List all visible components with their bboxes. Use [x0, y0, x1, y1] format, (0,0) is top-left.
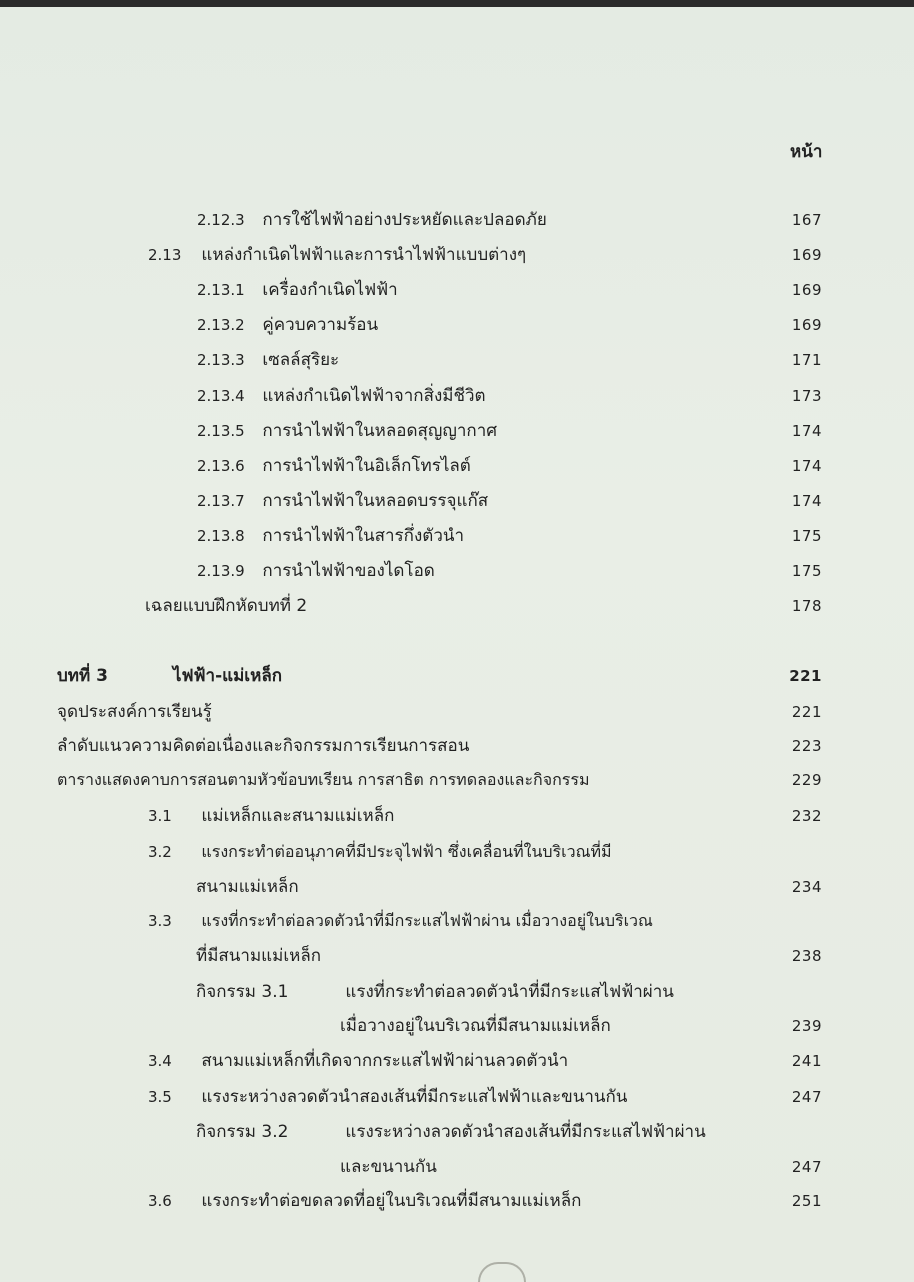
- entry-title: การใช้ไฟฟ้าอย่างประหยัดและปลอดภัย: [262, 210, 547, 230]
- entry-title: การนำไฟฟ้าในหลอดสุญญากาศ: [262, 421, 498, 441]
- chapter-label: บทที่ 3: [57, 666, 108, 686]
- toc-entry: [148, 243, 526, 267]
- entry-page: 174: [791, 457, 822, 475]
- entry-page: 167: [791, 211, 822, 229]
- section-page: 251: [791, 1192, 822, 1210]
- chapter-heading: [57, 664, 282, 688]
- entry-page: 169: [791, 316, 822, 334]
- entry-number: 2.13.9: [197, 562, 245, 580]
- toc-section: [148, 1189, 581, 1213]
- entry-title: จุดประสงค์การเรียนรู้: [57, 702, 212, 722]
- section-number: 3.5: [148, 1088, 172, 1106]
- toc-entry: [197, 278, 398, 302]
- section-page: 247: [791, 1088, 822, 1106]
- entry-number: 2.13: [148, 246, 182, 264]
- toc-entry: [197, 559, 435, 583]
- toc-section: [148, 909, 653, 933]
- entry-number: 2.13.3: [197, 351, 245, 369]
- section-title: สนามแม่เหล็กที่เกิดจากกระแสไฟฟ้าผ่านลวดตัวนำ: [201, 1051, 569, 1071]
- entry-page: 169: [791, 246, 822, 264]
- entry-title: เครื่องกำเนิดไฟฟ้า: [262, 280, 398, 300]
- entry-title: การนำไฟฟ้าในอิเล็กโทรไลต์: [262, 456, 471, 476]
- entry-title: เซลล์สุริยะ: [262, 350, 340, 370]
- entry-page: 174: [791, 422, 822, 440]
- toc-entry: [197, 384, 486, 408]
- activity-label: กิจกรรม 3.2: [196, 1122, 289, 1142]
- toc-entry: [197, 524, 464, 548]
- entry-number: 2.13.7: [197, 492, 245, 510]
- toc-entry: [145, 594, 307, 618]
- page-bottom-ornament: [478, 1262, 526, 1282]
- toc-entry: [57, 700, 212, 724]
- toc-section: [148, 1085, 627, 1109]
- entry-title: การนำไฟฟ้าในหลอดบรรจุแก๊ส: [262, 491, 489, 511]
- entry-number: 2.13.1: [197, 281, 245, 299]
- section-title: แรงกระทำต่อขดลวดที่อยู่ในบริเวณที่มีสนามแม่เหล็ก: [201, 1191, 582, 1211]
- activity-page: 247: [791, 1158, 822, 1176]
- toc-entry: [197, 489, 488, 513]
- toc-entry: [57, 768, 590, 792]
- activity-title: แรงที่กระทำต่อลวดตัวนำที่มีกระแสไฟฟ้าผ่าน: [345, 982, 674, 1002]
- section-title: แรงระหว่างลวดตัวนำสองเส้นที่มีกระแสไฟฟ้าและขนานกัน: [201, 1087, 628, 1107]
- section-title-continuation: สนามแม่เหล็ก: [196, 877, 299, 897]
- activity-title-continuation: เมื่อวางอยู่ในบริเวณที่มีสนามแม่เหล็ก: [340, 1016, 611, 1036]
- entry-number: 2.13.8: [197, 527, 245, 545]
- entry-number: 2.13.2: [197, 316, 245, 334]
- activity-title-continuation: และขนานกัน: [340, 1157, 437, 1177]
- entry-title: แหล่งกำเนิดไฟฟ้าและการนำไฟฟ้าแบบต่างๆ: [201, 245, 527, 265]
- section-number: 3.3: [148, 912, 172, 930]
- entry-title: การนำไฟฟ้าในสารกึ่งตัวนำ: [262, 526, 465, 546]
- toc-activity: [196, 980, 674, 1004]
- toc-entry: [197, 208, 547, 232]
- entry-title: ลำดับแนวความคิดต่อเนื่องและกิจกรรมการเรียนการสอน: [57, 736, 470, 756]
- section-number: 3.6: [148, 1192, 172, 1210]
- toc-activity: [196, 1120, 706, 1144]
- entry-page: 223: [791, 737, 822, 755]
- toc-entry: [197, 348, 339, 372]
- toc-section: [148, 804, 394, 828]
- section-title-continuation: ที่มีสนามแม่เหล็ก: [196, 946, 322, 966]
- toc-entry: [57, 734, 469, 758]
- entry-page: 221: [791, 703, 822, 721]
- toc-entry: [197, 454, 471, 478]
- toc-entry: [197, 313, 378, 337]
- entry-page: 175: [791, 562, 822, 580]
- section-number: 3.4: [148, 1052, 172, 1070]
- entry-title: คู่ควบความร้อน: [262, 315, 379, 335]
- section-page: 241: [791, 1052, 822, 1070]
- activity-label: กิจกรรม 3.1: [196, 982, 289, 1002]
- entry-page: 174: [791, 492, 822, 510]
- chapter-page: 221: [789, 667, 822, 685]
- toc-section: [148, 1049, 568, 1073]
- entry-number: 2.12.3: [197, 211, 245, 229]
- entry-number: 2.13.4: [197, 387, 245, 405]
- section-title: แรงที่กระทำต่อลวดตัวนำที่มีกระแสไฟฟ้าผ่าน เมื่อวางอยู่ในบริเวณ: [201, 911, 653, 930]
- entry-title: การนำไฟฟ้าของไดโอด: [262, 561, 435, 581]
- entry-title: ตารางแสดงคาบการสอนตามหัวข้อบทเรียน การสาธิต การทดลองและกิจกรรม: [57, 770, 590, 789]
- toc-section: [148, 840, 612, 864]
- section-title: แม่เหล็กและสนามแม่เหล็ก: [201, 806, 395, 826]
- entry-page: 173: [791, 387, 822, 405]
- chapter-title: ไฟฟ้า-แม่เหล็ก: [172, 666, 283, 686]
- toc-entry: [197, 419, 497, 443]
- entry-page: 175: [791, 527, 822, 545]
- section-title: แรงกระทำต่ออนุภาคที่มีประจุไฟฟ้า ซึ่งเคลื่อนที่ในบริเวณที่มี: [201, 842, 612, 861]
- entry-page: 229: [791, 771, 822, 789]
- entry-title: แหล่งกำเนิดไฟฟ้าจากสิ่งมีชีวิต: [262, 386, 486, 406]
- page-top-edge: [0, 0, 914, 7]
- entry-page: 178: [791, 597, 822, 615]
- section-page: 232: [791, 807, 822, 825]
- section-page: 234: [791, 878, 822, 896]
- section-number: 3.1: [148, 807, 172, 825]
- entry-page: 169: [791, 281, 822, 299]
- entry-title: เฉลยแบบฝึกหัดบทที่ 2: [145, 596, 308, 616]
- entry-page: 171: [791, 351, 822, 369]
- section-number: 3.2: [148, 843, 172, 861]
- section-page: 238: [791, 947, 822, 965]
- activity-title: แรงระหว่างลวดตัวนำสองเส้นที่มีกระแสไฟฟ้าผ่าน: [345, 1122, 706, 1142]
- entry-number: 2.13.5: [197, 422, 245, 440]
- activity-page: 239: [791, 1017, 822, 1035]
- page-column-header: หน้า: [790, 142, 823, 162]
- entry-number: 2.13.6: [197, 457, 245, 475]
